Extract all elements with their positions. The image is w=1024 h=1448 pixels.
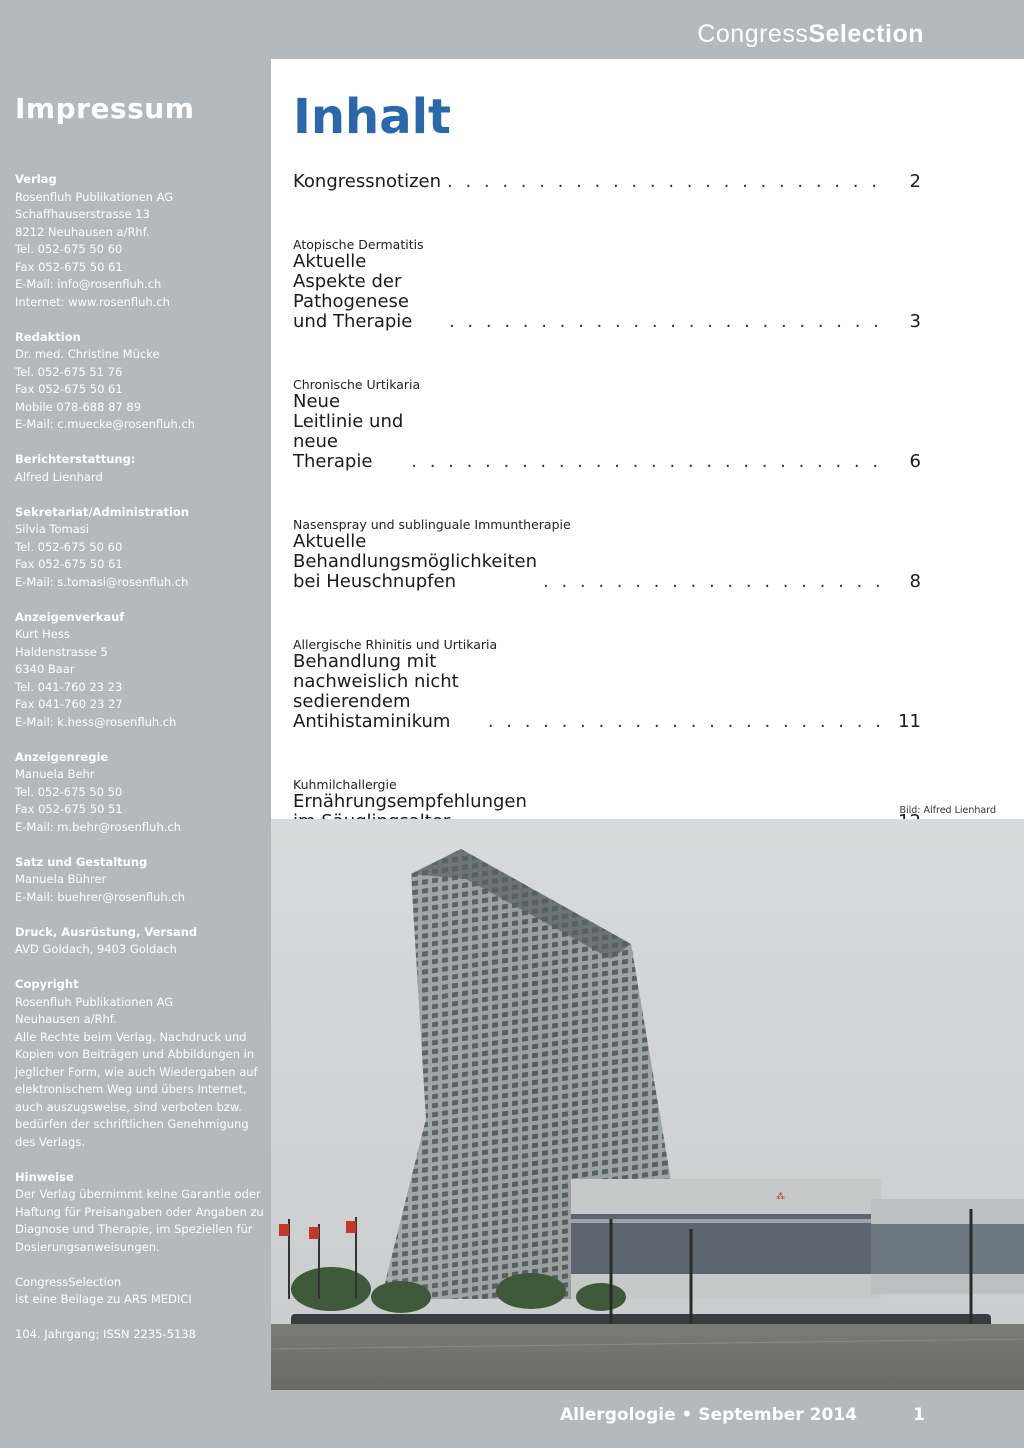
toc-row xyxy=(293,392,921,472)
impressum-line: Der Verlag übernimmt keine Garantie oder xyxy=(15,1187,261,1201)
impressum-heading: Verlag xyxy=(15,172,57,186)
toc-row xyxy=(293,652,921,732)
sign-text-decor: ⁂ xyxy=(776,1191,785,1201)
content-panel xyxy=(271,59,1024,1390)
impressum-sidebar xyxy=(15,92,265,1361)
impressum-line: ist eine Beilage zu ARS MEDICI xyxy=(15,1292,192,1306)
impressum-section xyxy=(15,171,265,311)
impressum-section xyxy=(15,854,265,907)
impressum-line: Tel. 052-675 50 60 xyxy=(15,539,123,554)
toc-page-number[interactable]: 2 xyxy=(909,171,921,192)
impressum-line: Tel. 041-760 23 23 xyxy=(15,679,123,694)
impressum-heading: Berichterstattung: xyxy=(15,452,136,466)
impressum-line: Rosenfluh Publikationen AG xyxy=(15,994,174,1009)
impressum-line: E-Mail: info@rosenfluh.ch xyxy=(15,277,162,291)
impressum-sections xyxy=(15,171,265,1344)
toc-row xyxy=(293,252,921,332)
impressum-line: Dosierungsanweisungen. xyxy=(15,1239,160,1254)
impressum-line: Tel. 052-675 50 50 xyxy=(15,784,123,799)
impressum-heading: Sekretariat/Administration xyxy=(15,504,190,519)
impressum-section xyxy=(15,924,265,959)
impressum-line: E-Mail: m.behr@rosenfluh.ch xyxy=(15,819,182,834)
toc-leader-dots xyxy=(488,712,879,732)
impressum-line: Alfred Lienhard xyxy=(15,469,103,484)
toc-entry[interactable] xyxy=(293,172,921,192)
impressum-line: Dr. med. Christine Mücke xyxy=(15,347,160,361)
impressum-line: AVD Goldach, 9403 Goldach xyxy=(15,942,177,956)
impressum-line: jeglicher Form, wie auch Wiedergaben auf xyxy=(15,1064,258,1079)
toc-leader-dots xyxy=(543,572,879,592)
impressum-heading: Anzeigenregie xyxy=(15,749,109,764)
impressum-section xyxy=(15,451,265,486)
toc-leader-dots xyxy=(411,452,879,472)
impressum-line: elektronischem Weg und übers Internet, xyxy=(15,1082,247,1096)
impressum-line: Silvia Tomasi xyxy=(15,522,89,536)
impressum-line: Kopien von Beiträgen und Abbildungen in xyxy=(15,1047,255,1061)
toc-leader-dots xyxy=(449,312,879,332)
impressum-section xyxy=(15,1274,265,1309)
impressum-heading: Copyright xyxy=(15,977,79,991)
impressum-line: 8212 Neuhausen a/Rhf. xyxy=(15,224,150,239)
toc-page-number[interactable]: 8 xyxy=(909,571,921,592)
brand-light: Congress xyxy=(697,20,809,48)
impressum-section xyxy=(15,749,265,837)
building-photo-illustration xyxy=(271,819,1024,1390)
toc-page-number[interactable]: 11 xyxy=(898,711,921,732)
toc-entry[interactable] xyxy=(293,377,921,472)
toc-entry-title[interactable]: Aktuelle Behandlungsmöglichkeiten bei Heuschnupfen xyxy=(293,531,537,592)
impressum-line: Neuhausen a/Rhf. xyxy=(15,1012,117,1026)
toc-category: Atopische Dermatitis xyxy=(293,237,424,252)
toc-page-number[interactable]: 6 xyxy=(909,451,921,472)
impressum-line: Manuela Behr xyxy=(15,767,95,781)
impressum-line: Haldenstrasse 5 xyxy=(15,644,108,659)
impressum-heading: Druck, Ausrüstung, Versand xyxy=(15,924,198,939)
footer-page-number: 1 xyxy=(913,1405,925,1425)
toc-row xyxy=(293,532,921,592)
impressum-line: Manuela Bührer xyxy=(15,872,107,886)
impressum-line: Kurt Hess xyxy=(15,627,70,641)
toc-row xyxy=(293,172,921,192)
impressum-section xyxy=(15,329,265,434)
toc-entry[interactable] xyxy=(293,237,921,332)
impressum-line: Fax 041-760 23 27 xyxy=(15,697,123,711)
toc-entry-title[interactable]: Aktuelle Aspekte der Pathogenese und Therapie xyxy=(293,251,413,332)
toc-entry-title[interactable]: Kongressnotizen xyxy=(293,171,441,192)
impressum-heading: Hinweise xyxy=(15,1169,74,1184)
toc-entry-title[interactable]: Behandlung mit nachweislich nicht sedierendem Antihistaminikum xyxy=(293,651,459,732)
impressum-line: CongressSelection xyxy=(15,1274,122,1289)
impressum-line: Internet: www.rosenfluh.ch xyxy=(15,294,170,309)
toc-entry-title[interactable]: Ernährungsempfehlungen xyxy=(293,791,527,812)
impressum-line: Diagnose und Therapie, im Speziellen für xyxy=(15,1222,253,1236)
impressum-line: Rosenfluh Publikationen AG xyxy=(15,189,174,204)
impressum-title: Impressum xyxy=(15,92,195,125)
toc-entry-title[interactable]: Neue Leitlinie und neue Therapie xyxy=(293,391,404,472)
impressum-line: E-Mail: s.tomasi@rosenfluh.ch xyxy=(15,574,189,589)
impressum-heading: Anzeigenverkauf xyxy=(15,609,125,624)
impressum-line: E-Mail: buehrer@rosenfluh.ch xyxy=(15,889,185,904)
photo-credit: Bild: Alfred Lienhard xyxy=(899,805,996,816)
toc-category: Chronische Urtikaria xyxy=(293,377,421,392)
impressum-line: 6340 Baar xyxy=(15,662,75,676)
toc-category: Nasenspray und sublinguale Immuntherapie xyxy=(293,517,571,532)
brand-logo xyxy=(697,20,924,49)
toc-page-number[interactable]: 3 xyxy=(909,311,921,332)
toc-category: Kuhmilchallergie xyxy=(293,777,397,792)
cover-photo xyxy=(271,819,1024,1390)
impressum-line: E-Mail: c.muecke@rosenfluh.ch xyxy=(15,417,195,431)
brand-bold: Selection xyxy=(808,20,924,48)
impressum-section xyxy=(15,976,265,1151)
impressum-line: bedürfen der schriftlichen Genehmigung xyxy=(15,1117,249,1131)
impressum-heading: Redaktion xyxy=(15,329,81,344)
impressum-heading: Satz und Gestaltung xyxy=(15,854,148,869)
impressum-line: Fax 052-675 50 61 xyxy=(15,259,123,274)
impressum-line: auch auszugsweise, sind verboten bzw. xyxy=(15,1099,242,1114)
impressum-section xyxy=(15,1326,265,1344)
impressum-section xyxy=(15,504,265,592)
impressum-line: Fax 052-675 50 61 xyxy=(15,557,123,571)
toc-entry[interactable] xyxy=(293,637,921,732)
impressum-line: Mobile 078-688 87 89 xyxy=(15,399,142,414)
impressum-line: Tel. 052-675 51 76 xyxy=(15,364,123,379)
impressum-line: des Verlags. xyxy=(15,1134,85,1149)
toc-leader-dots xyxy=(447,172,879,192)
impressum-line: Fax 052-675 50 61 xyxy=(15,382,123,396)
toc-title: Inhalt xyxy=(293,89,451,145)
impressum-section xyxy=(15,1169,265,1257)
impressum-line: 104. Jahrgang; ISSN 2235-5138 xyxy=(15,1327,196,1341)
impressum-line: Fax 052-675 50 51 xyxy=(15,802,123,816)
toc-entry[interactable] xyxy=(293,517,921,592)
footer-issue: Allergologie • September 2014 xyxy=(560,1405,857,1425)
toc-category: Allergische Rhinitis und Urtikaria xyxy=(293,637,498,652)
impressum-line: Tel. 052-675 50 60 xyxy=(15,242,123,256)
impressum-section xyxy=(15,609,265,732)
impressum-line: Haftung für Preisangaben oder Angaben zu xyxy=(15,1204,264,1219)
impressum-line: Alle Rechte beim Verlag. Nachdruck und xyxy=(15,1029,247,1044)
impressum-line: Schaffhauserstrasse 13 xyxy=(15,207,150,221)
impressum-line: E-Mail: k.hess@rosenfluh.ch xyxy=(15,714,177,729)
